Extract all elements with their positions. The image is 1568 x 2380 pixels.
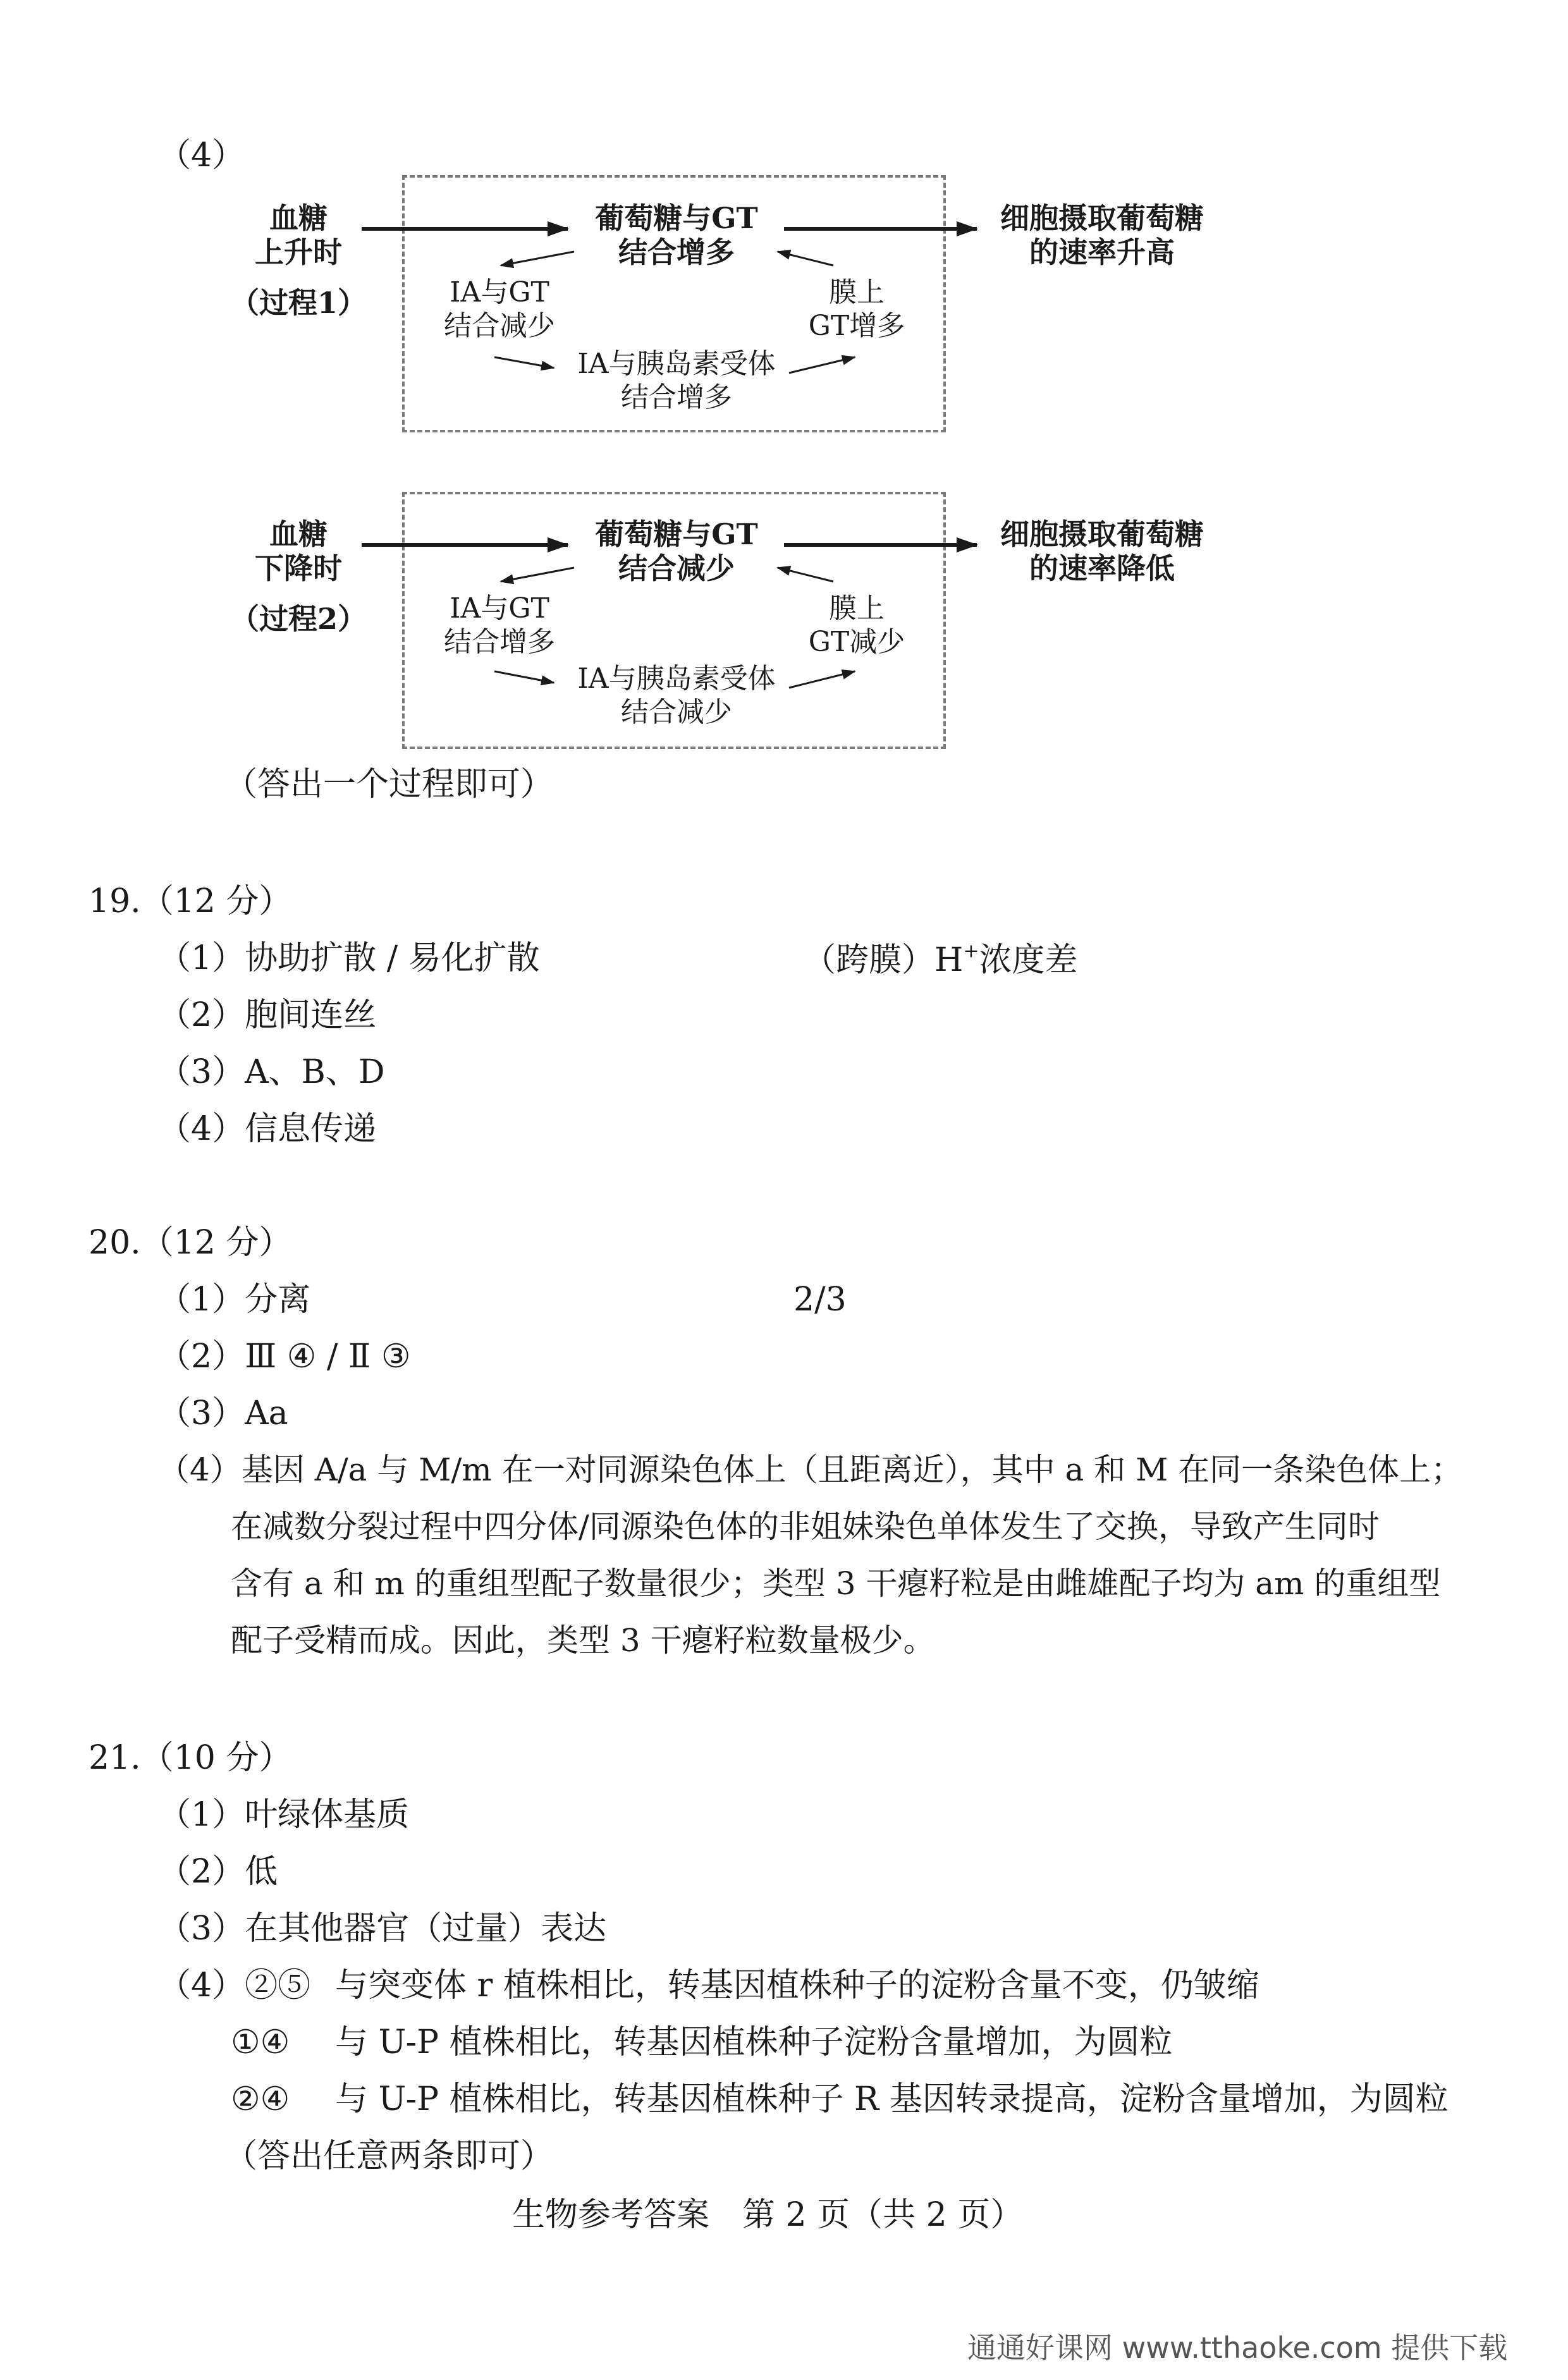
diagram-2-left-inner-line2: 结合增多 [444, 625, 555, 658]
diagram-arrows [0, 0, 1568, 822]
q19-answer-1b [803, 942, 1078, 977]
diagram-1-left-inner-line2: 结合减少 [444, 309, 555, 342]
diagram-1-bottom-line2: 结合增多 [621, 381, 732, 413]
q19-answer-2: （2）胞间连丝 [158, 996, 377, 1034]
diagram-2-arrow-bottom-out [789, 671, 855, 688]
page-footer: 生物参考答案 第 2 页（共 2 页） [512, 2196, 1024, 2234]
watermark: 通通好课网 www.tthaoke.com 提供下载 [967, 2331, 1508, 2365]
q21-answer-4-label2: ①④ [231, 2023, 290, 2061]
diagram-2-top-line2: 结合减少 [618, 551, 735, 586]
q21-note: （答出任意两条即可） [224, 2137, 554, 2175]
q19-answer-1b-sup: + [963, 940, 979, 962]
q20-answer-4-line3: 含有 a 和 m 的重组型配子数量很少；类型 3 干瘪籽粒是由雌雄配子均为 am 的重组型 [231, 1565, 1441, 1602]
q21-answer-4-label3: ②④ [231, 2080, 290, 2118]
q20-answer-3: （3）Aa [158, 1394, 288, 1432]
q19-answer-4: （4）信息传递 [158, 1110, 377, 1148]
diagram-1-process-label: （过程1） [230, 286, 367, 320]
q20-answer-4-line4: 配子受精而成。因此，类型 3 干瘪籽粒数量极少。 [231, 1622, 935, 1659]
diagram-2-arrow-right-inner [778, 568, 833, 582]
diagram-1-right-inner-line2: GT增多 [808, 309, 905, 342]
diagram-1-left-line2: 上升时 [255, 235, 342, 270]
diagram-1-left-line1: 血糖 [269, 201, 328, 235]
diagram-1-top-line1: 葡萄糖与GT [595, 201, 758, 235]
q21-answer-4-label: （4）②⑤ [158, 1967, 311, 2005]
q19-answer-3: （3）A、B、D [158, 1053, 385, 1091]
diagram-2-bottom-line2: 结合减少 [621, 695, 732, 728]
diagram-2-left-inner-line1: IA与GT [450, 592, 549, 625]
diagram-1-left-inner-line1: IA与GT [450, 276, 549, 308]
q18-part4-label: （4） [158, 137, 245, 174]
q21-answer-2: （2）低 [158, 1853, 278, 1891]
q21-answer-4-line2: 与 U-P 植株相比，转基因植株种子淀粉含量增加，为圆粒 [335, 2023, 1173, 2061]
diagram-1-arrow-left-inner [501, 252, 574, 265]
q21-answer-4-line3: 与 U-P 植株相比，转基因植株种子 R 基因转录提高，淀粉含量增加，为圆粒 [335, 2080, 1449, 2118]
q20-header: 20.（12 分） [89, 1224, 292, 1262]
q19-answer-1: （1）协助扩散 / 易化扩散 [158, 939, 540, 977]
q21-answer-1: （1）叶绿体基质 [158, 1796, 410, 1834]
diagram-1-right-line2: 的速率升高 [1029, 235, 1175, 270]
q20-answer-4-line1: （4）基因 A/a 与 M/m 在一对同源染色体上（且距离近），其中 a 和 M 在同一条染色体上； [158, 1451, 1463, 1488]
diagram-1-right-line1: 细胞摄取葡萄糖 [1000, 201, 1204, 235]
q21-header: 21.（10 分） [89, 1739, 292, 1777]
q18-note: （答出一个过程即可） [224, 766, 554, 803]
diagram-2-arrow-bottom-in [494, 671, 554, 683]
q21-answer-3: （3）在其他器官（过量）表达 [158, 1910, 607, 1948]
diagram-2-top-line1: 葡萄糖与GT [595, 517, 758, 551]
q20-answer-2: （2）Ⅲ ④ / Ⅱ ③ [158, 1338, 411, 1376]
q20-answer-1b: 2/3 [793, 1281, 847, 1319]
diagram-2-bottom-line1: IA与胰岛素受体 [577, 662, 776, 695]
diagram-2-left-line2: 下降时 [255, 551, 342, 586]
diagram-1-right-inner-line1: 膜上 [829, 276, 885, 308]
diagram-2-arrow-group [362, 545, 977, 688]
q19-answer-1b-pre: （跨膜）H [803, 941, 964, 979]
diagram-2-right-inner-line1: 膜上 [829, 592, 885, 625]
diagram-1-arrow-bottom-out [789, 357, 855, 373]
q20-answer-1: （1）分离 [158, 1281, 311, 1319]
diagram-2-process-label: （过程2） [230, 602, 367, 636]
diagram-1-arrow-bottom-in [494, 357, 554, 368]
q19-answer-1b-post: 浓度差 [979, 941, 1078, 979]
diagram-2-right-inner-line2: GT减少 [808, 625, 905, 658]
diagram-2-right-line1: 细胞摄取葡萄糖 [1000, 517, 1204, 551]
diagram-2-arrow-left-inner [501, 568, 574, 582]
diagram-1-bottom-line1: IA与胰岛素受体 [577, 348, 776, 380]
diagram-1-arrow-group [362, 229, 977, 373]
diagram-1-arrow-right-inner [778, 252, 833, 265]
diagram-1-top-line2: 结合增多 [618, 235, 735, 270]
q20-answer-4-line2: 在减数分裂过程中四分体/同源染色体的非姐妹染色单体发生了交换，导致产生同时 [231, 1508, 1380, 1545]
diagram-2-left-line1: 血糖 [269, 517, 328, 551]
q19-header: 19.（12 分） [89, 882, 292, 920]
q21-answer-4-line1: 与突变体 r 植株相比，转基因植株种子的淀粉含量不变，仍皱缩 [335, 1967, 1259, 2005]
diagram-2-right-line2: 的速率降低 [1029, 551, 1175, 586]
